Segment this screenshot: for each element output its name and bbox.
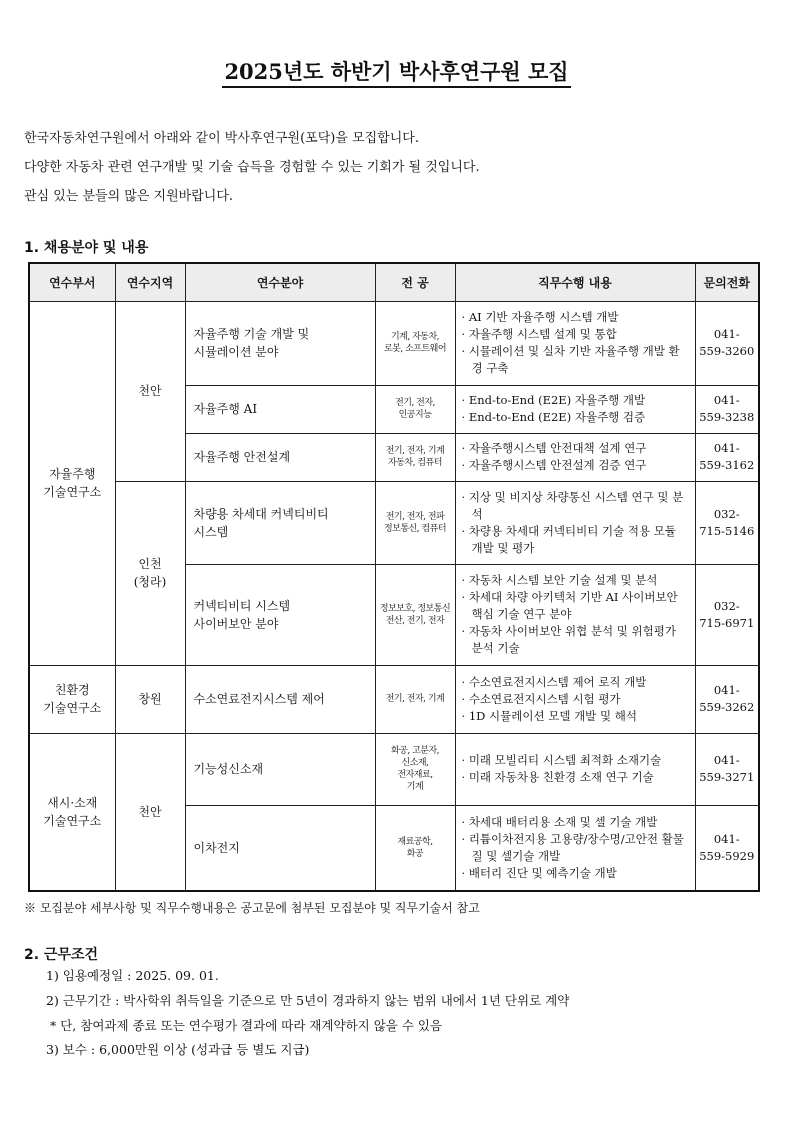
duty-item: · End-to-End (E2E) 자율주행 검증 (462, 409, 691, 426)
duty-item: · 자율주행시스템 안전대책 설계 연구 (462, 440, 691, 457)
table-header-row (29, 263, 759, 301)
duty-item: · End-to-End (E2E) 자율주행 개발 (462, 392, 691, 409)
phone-cell: 041- 559-3162 (695, 433, 759, 481)
department-cell: 새시·소재 기술연구소 (29, 733, 115, 891)
header-major: 전 공 (375, 263, 455, 301)
duties-cell (455, 301, 695, 385)
duty-item: · 자동차 사이버보안 위협 분석 및 위험평가 분석 기술 (462, 623, 691, 657)
phone-cell: 041- 559-3262 (695, 665, 759, 733)
major-cell: 기계, 자동차, 로봇, 소프트웨어 (375, 301, 455, 385)
header-department: 연수부서 (29, 263, 115, 301)
field-cell: 차량용 차세대 커넥티비티 시스템 (185, 481, 375, 564)
header-duties: 직무수행 내용 (455, 263, 695, 301)
table-row (29, 665, 759, 733)
major-cell: 정보보호, 정보통신 전산, 전기, 전자 (375, 564, 455, 665)
duty-item: · 1D 시뮬레이션 모델 개발 및 해석 (462, 708, 691, 725)
duties-cell (455, 385, 695, 433)
condition-item: 1) 임용예정일 : 2025. 09. 01. (46, 968, 219, 983)
duty-item: · 자율주행시스템 안전설계 검증 연구 (462, 457, 691, 474)
header-phone: 문의전화 (695, 263, 759, 301)
phone-cell: 041- 559-3238 (695, 385, 759, 433)
phone-cell: 041- 559-5929 (695, 805, 759, 891)
field-cell: 자율주행 AI (185, 385, 375, 433)
intro-paragraph (24, 124, 480, 211)
page-title-text: 2025년도 하반기 박사후연구원 모집 (222, 59, 570, 88)
duty-item: · 차세대 차량 아키텍처 기반 AI 사이버보안 핵심 기술 연구 분야 (462, 589, 691, 623)
phone-cell: 032- 715-6971 (695, 564, 759, 665)
duty-item: · 수소연료전지시스템 시험 평가 (462, 691, 691, 708)
intro-line: 다양한 자동차 관련 연구개발 및 기술 습득을 경험할 수 있는 기회가 될 것입니다. (24, 160, 480, 175)
major-cell: 화공, 고분자, 신소재, 전자재료, 기계 (375, 733, 455, 805)
department-cell: 친환경 기술연구소 (29, 665, 115, 733)
major-cell: 전기, 전자, 기계 자동차, 컴퓨터 (375, 433, 455, 481)
table-footnote: ※ 모집분야 세부사항 및 직무수행내용은 공고문에 첨부된 모집분야 및 직무기술서 참고 (24, 901, 480, 915)
major-cell: 전기, 전자, 인공지능 (375, 385, 455, 433)
phone-cell: 032- 715-5146 (695, 481, 759, 564)
section-heading-conditions: 2. 근무조건 (24, 947, 99, 963)
page-title (0, 56, 793, 86)
region-cell: 창원 (115, 665, 185, 733)
duty-item: · AI 기반 자율주행 시스템 개발 (462, 309, 691, 326)
duty-item: · 미래 자동차용 친환경 소재 연구 기술 (462, 769, 691, 786)
duty-item: · 차세대 배터리용 소재 및 셀 기술 개발 (462, 814, 691, 831)
field-cell: 커넥티비티 시스템 사이버보안 분야 (185, 564, 375, 665)
field-cell: 기능성신소재 (185, 733, 375, 805)
intro-line: 관심 있는 분들의 많은 지원바랍니다. (24, 189, 234, 204)
condition-note: * 단, 참여과제 종료 또는 연수평가 결과에 따라 재계약하지 않을 수 있음 (50, 1018, 443, 1033)
phone-cell: 041- 559-3260 (695, 301, 759, 385)
duty-item: · 배터리 진단 및 예측기술 개발 (462, 865, 691, 882)
duty-item: · 리튬이차전지용 고용량/장수명/고안전 활물질 및 셀기술 개발 (462, 831, 691, 865)
region-cell: 천안 (115, 733, 185, 891)
section-heading-recruitment: 1. 채용분야 및 내용 (24, 240, 149, 256)
duty-item: · 수소연료전지시스템 제어 로직 개발 (462, 674, 691, 691)
duty-item: · 자동차 시스템 보안 기술 설계 및 분석 (462, 572, 691, 589)
intro-line: 한국자동차연구원에서 아래와 같이 박사후연구원(포닥)을 모집합니다. (24, 131, 419, 146)
field-cell: 자율주행 기술 개발 및 시뮬레이션 분야 (185, 301, 375, 385)
recruitment-table (28, 262, 760, 892)
duty-item: · 지상 및 비지상 차량통신 시스템 연구 및 분석 (462, 489, 691, 523)
department-cell: 자율주행 기술연구소 (29, 301, 115, 665)
condition-item: 3) 보수 : 6,000만원 이상 (성과급 등 별도 지급) (46, 1042, 310, 1057)
header-field: 연수분야 (185, 263, 375, 301)
phone-cell: 041- 559-3271 (695, 733, 759, 805)
field-cell: 수소연료전지시스템 제어 (185, 665, 375, 733)
duties-cell (455, 433, 695, 481)
duties-cell (455, 805, 695, 891)
duties-cell (455, 665, 695, 733)
major-cell: 전기, 전자, 기계 (375, 665, 455, 733)
major-cell: 재료공학, 화공 (375, 805, 455, 891)
duties-cell (455, 564, 695, 665)
table-row (29, 733, 759, 805)
duty-item: · 미래 모빌리티 시스템 최적화 소재기술 (462, 752, 691, 769)
major-cell: 전기, 전자, 전파 정보통신, 컴퓨터 (375, 481, 455, 564)
duties-cell (455, 481, 695, 564)
condition-item: 2) 근무기간 : 박사학위 취득일을 기준으로 만 5년이 경과하지 않는 범위 내에서 1년 단위로 계약 (46, 993, 570, 1008)
duty-item: · 차량용 차세대 커넥티비티 기술 적용 모듈 개발 및 평가 (462, 523, 691, 557)
field-cell: 이차전지 (185, 805, 375, 891)
field-cell: 자율주행 안전설계 (185, 433, 375, 481)
duty-item: · 자율주행 시스템 설계 및 통합 (462, 326, 691, 343)
header-region: 연수지역 (115, 263, 185, 301)
table-row (29, 481, 759, 564)
duty-item: · 시뮬레이션 및 실차 기반 자율주행 개발 환경 구축 (462, 343, 691, 377)
duties-cell (455, 733, 695, 805)
region-cell: 천안 (115, 301, 185, 481)
table-row (29, 301, 759, 385)
region-cell: 인천 (청라) (115, 481, 185, 665)
